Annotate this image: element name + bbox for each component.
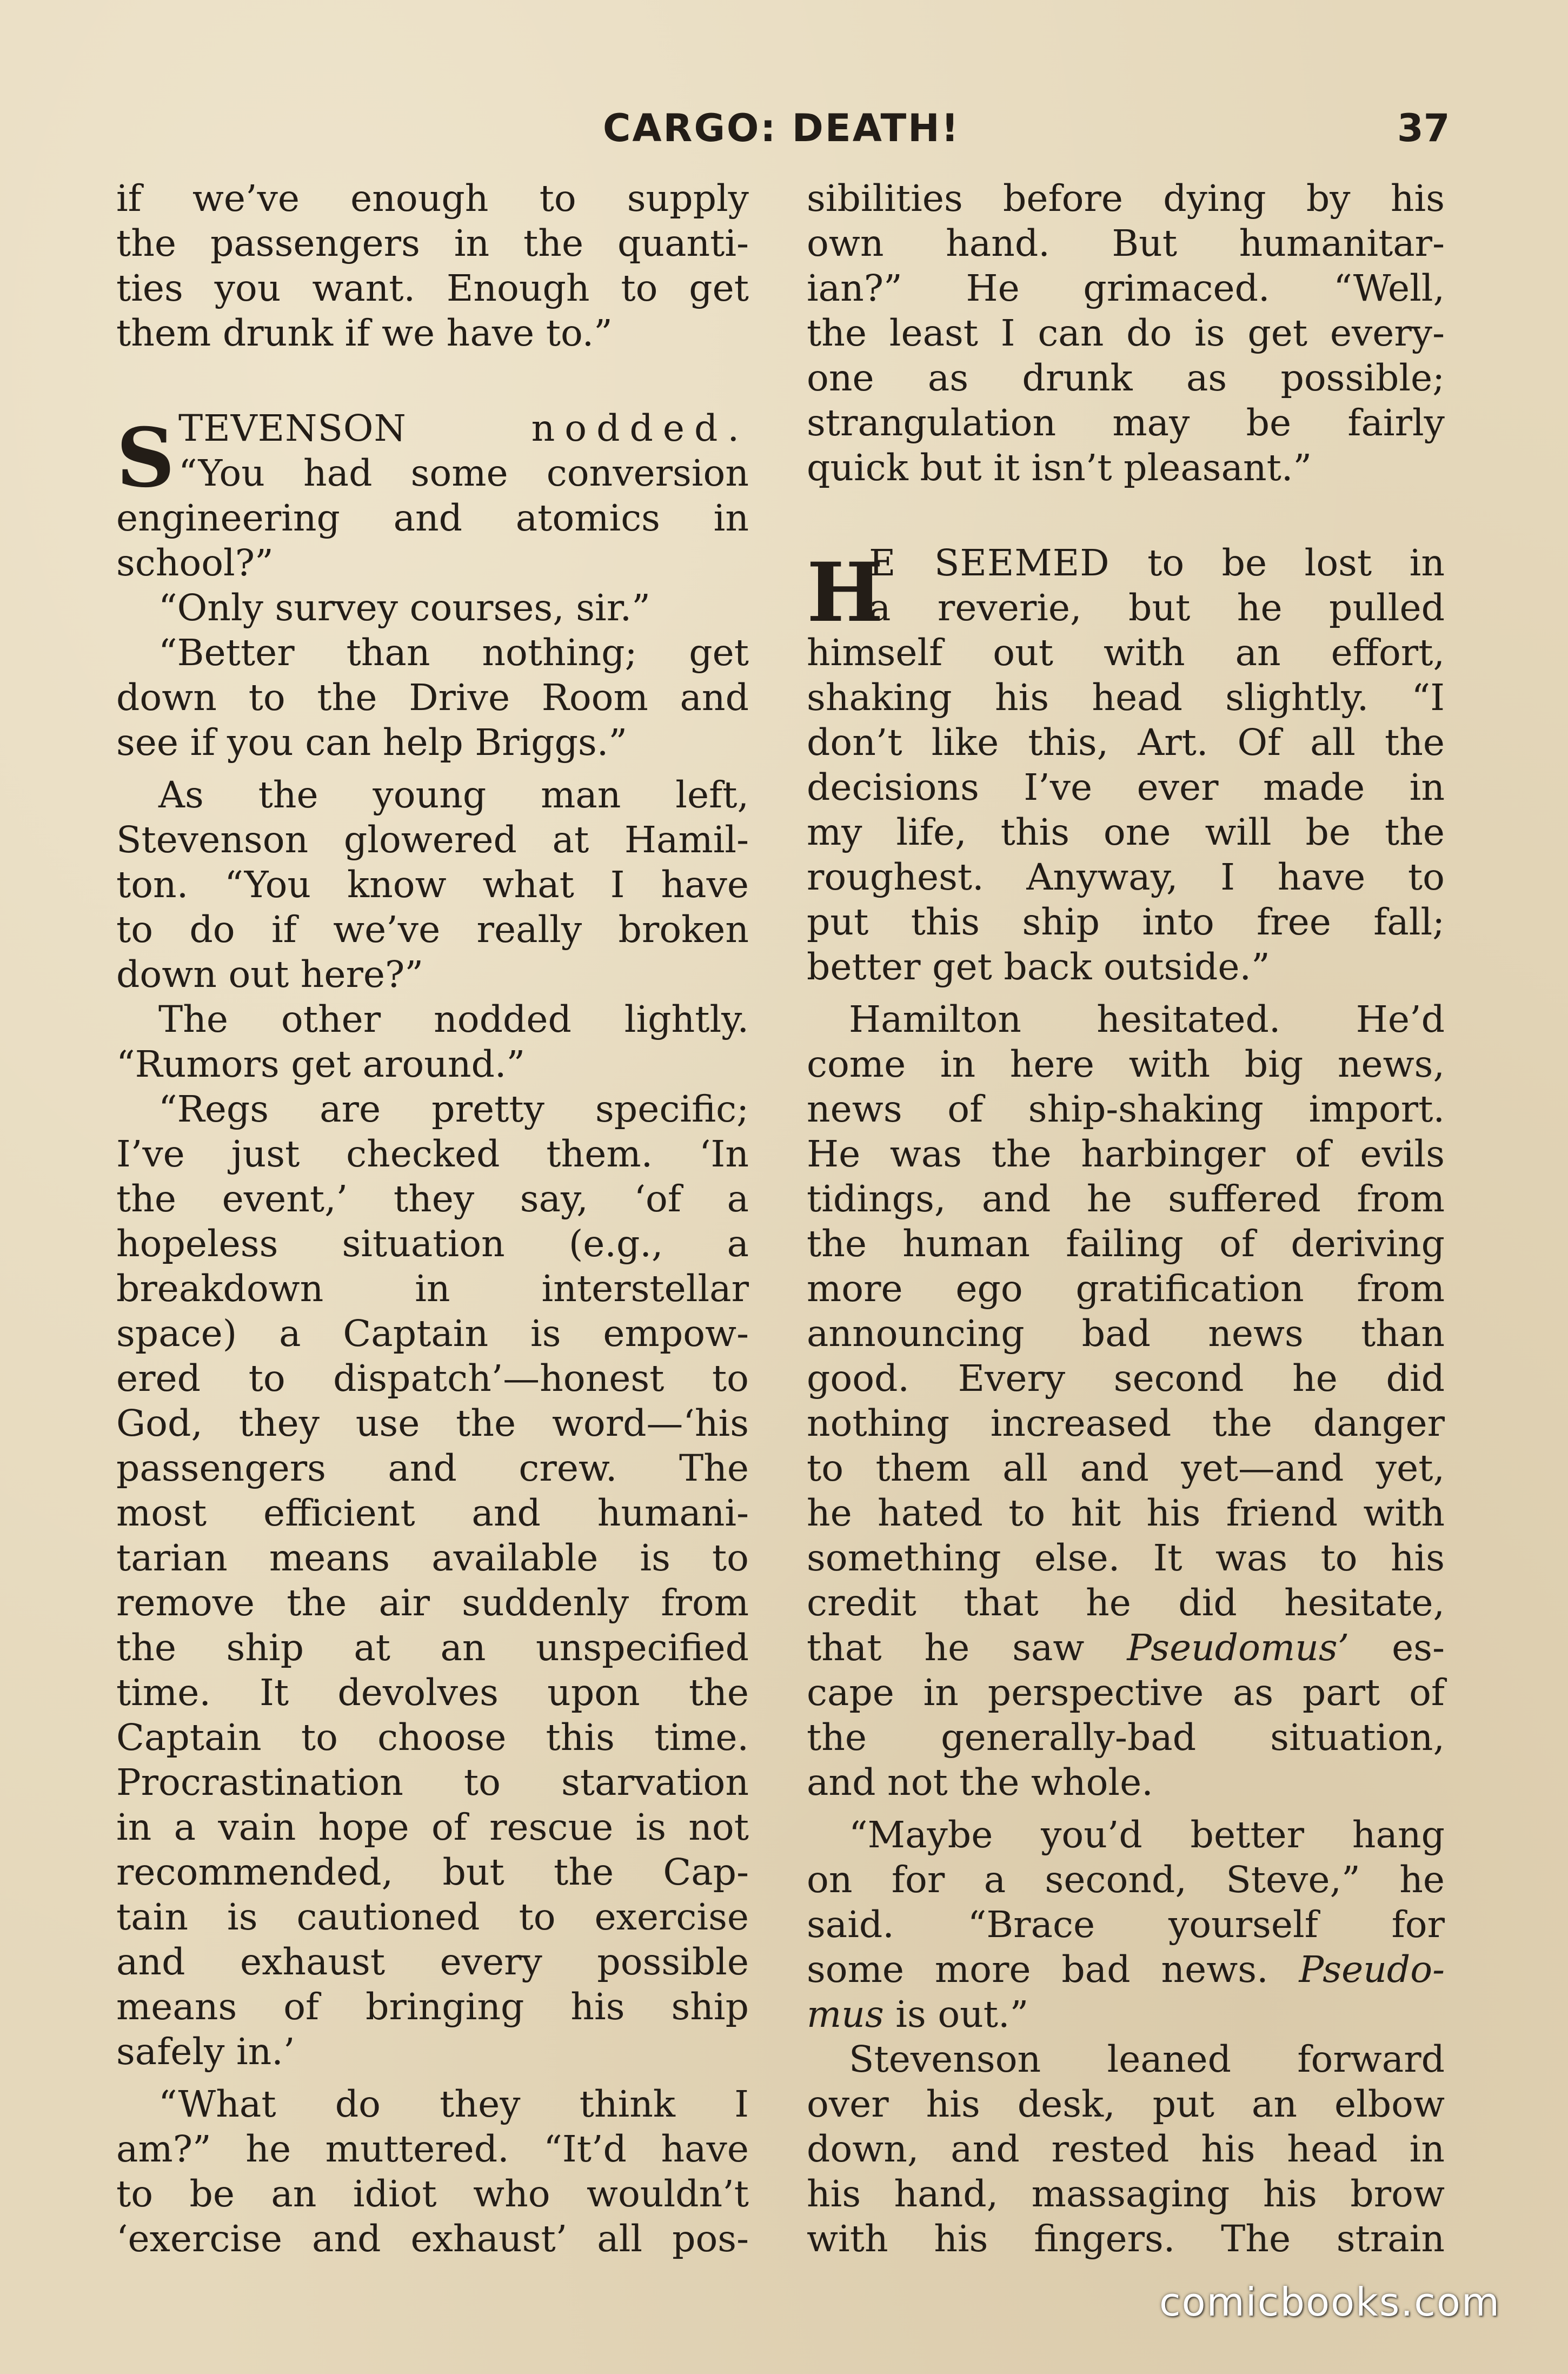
text-line: means of bringing his ship [116, 1985, 749, 2028]
text-line: the event,’ they say, ‘of a [116, 1177, 749, 1220]
lead-in-word: E SEEMED [869, 541, 1110, 584]
section-break [116, 355, 749, 406]
text-line: down out here?” [116, 953, 424, 996]
text-line: The other nodded lightly. [158, 998, 749, 1040]
text-line: mus is out.” [807, 1993, 1029, 2035]
text-line: cape in perspective as part of [807, 1671, 1445, 1714]
paragraph [807, 540, 1445, 989]
section-break [807, 490, 1445, 540]
text-line [116, 406, 749, 450]
text-line: tidings, and he suffered from [807, 1177, 1445, 1220]
text-line: better get back outside.” [807, 945, 1270, 988]
text-line: nothing increased the danger [807, 1402, 1445, 1444]
text-line: some more bad news. Pseudo- [807, 1948, 1445, 1991]
text-line: to do if we’ve really broken [116, 908, 749, 951]
text-line: news of ship-shaking import. [807, 1087, 1445, 1130]
text-line: ton. “You know what I have [116, 863, 749, 906]
text-line: “You had some conversion [178, 452, 749, 494]
paragraph [807, 1812, 1445, 2037]
lead-in-tail: to be lost in [1147, 541, 1445, 584]
text-line: tain is cautioned to exercise [116, 1895, 749, 1938]
text-line: and exhaust every possible [116, 1940, 749, 1983]
paragraph [116, 176, 749, 355]
text-line: more ego gratification from [807, 1267, 1445, 1310]
text-line: space) a Captain is empow- [116, 1312, 749, 1355]
text-line: “Only survey courses, sir.” [158, 586, 650, 629]
paragraph [807, 176, 1445, 490]
paragraph [116, 997, 749, 1086]
text-line: hopeless situation (e.g., a [116, 1222, 749, 1265]
drop-cap: S [116, 410, 175, 506]
text-line: Stevenson leaned forward [849, 2038, 1445, 2080]
text-line: “Maybe you’d better hang [849, 1813, 1445, 1856]
text-line: that he saw Pseudomus’ es- [807, 1626, 1445, 1669]
text-line: roughest. Anyway, I have to [807, 856, 1445, 898]
text-line: “Rumors get around.” [116, 1043, 526, 1085]
text-line: own hand. But humanitar- [807, 222, 1445, 264]
text-line: to them all and yet—and yet, [807, 1447, 1445, 1489]
text-line: He was the harbinger of evils [807, 1132, 1445, 1175]
text-line: put this ship into free fall; [807, 900, 1445, 943]
text-line: God, they use the word—‘his [116, 1402, 749, 1444]
text-line: to be an idiot who wouldn’t [116, 2172, 749, 2215]
text-line: remove the air suddenly from [116, 1581, 749, 1624]
right-text-column [807, 176, 1445, 2261]
text-line: over his desk, put an elbow [807, 2083, 1445, 2125]
text-line: Captain to choose this time. [116, 1716, 749, 1759]
text-line: on for a second, Steve,” he [807, 1858, 1445, 1901]
text-line: himself out with an effort, [807, 631, 1445, 674]
text-line: ian?” He grimaced. “Well, [807, 267, 1445, 309]
text-line: come in here with big news, [807, 1043, 1445, 1085]
text-line: in a vain hope of rescue is not [116, 1806, 749, 1848]
paragraph [807, 997, 1445, 1805]
text-line: am?” he muttered. “It’d have [116, 2127, 749, 2170]
lead-in-word: TEVENSON [178, 407, 407, 449]
text-line: his hand, massaging his brow [807, 2172, 1445, 2215]
paragraph [116, 772, 749, 997]
text-line: safely in.’ [116, 2030, 295, 2073]
text-line: school?” [116, 541, 274, 584]
text-line: “Regs are pretty specific; [158, 1087, 749, 1130]
text-line: down, and rested his head in [807, 2127, 1445, 2170]
text-line: sibilities before dying by his [807, 177, 1445, 220]
text-line: recommended, but the Cap- [116, 1851, 749, 1893]
drop-cap: H [807, 545, 883, 640]
page-number: 37 [1397, 106, 1450, 150]
paragraph-with-drop-cap [116, 406, 749, 585]
text-line: something else. It was to his [807, 1536, 1445, 1579]
text-line: the human failing of deriving [807, 1222, 1445, 1265]
text-line: the least I can do is get every- [807, 311, 1445, 354]
paragraph [116, 2081, 749, 2261]
text-line: most efficient and humani- [116, 1491, 749, 1534]
text-line: them drunk if we have to.” [116, 311, 613, 354]
paragraph [116, 406, 749, 585]
text-line: “Better than nothing; get [158, 631, 749, 674]
text-line: the generally-bad situation, [807, 1716, 1445, 1759]
paragraph [116, 630, 749, 765]
text-line: if we’ve enough to supply [116, 177, 749, 220]
text-line: one as drunk as possible; [807, 356, 1445, 399]
text-line: down to the Drive Room and [116, 676, 749, 719]
text-line: time. It devolves upon the [116, 1671, 749, 1714]
ship-name-italic: mus [807, 1993, 884, 2035]
text-line: credit that he did hesitate, [807, 1581, 1445, 1624]
text-line: quick but it isn’t pleasant.” [807, 446, 1312, 489]
paragraph [116, 585, 749, 630]
text-line: decisions I’ve ever made in [807, 766, 1445, 808]
text-line: see if you can help Briggs.” [116, 721, 627, 764]
text-line: my life, this one will be the [807, 811, 1445, 853]
text-line: ered to dispatch’—honest to [116, 1357, 749, 1400]
text-line: I’ve just checked them. ‘In [116, 1132, 749, 1175]
paragraph-with-drop-cap [807, 540, 1445, 989]
text-line: good. Every second he did [807, 1357, 1445, 1400]
text-line: “What do they think I [158, 2083, 749, 2125]
text-line: ties you want. Enough to get [116, 267, 749, 309]
text-line: said. “Brace yourself for [807, 1903, 1445, 1946]
ship-name-italic: Pseudomus’ [1127, 1626, 1350, 1669]
text-line: engineering and atomics in [116, 496, 749, 539]
text-line: and not the whole. [807, 1761, 1153, 1803]
left-text-column [116, 176, 749, 2261]
text-line: the passengers in the quanti- [116, 222, 749, 264]
running-header-title: CARGO: DEATH! [603, 106, 960, 150]
text-line: with his fingers. The strain [807, 2217, 1445, 2260]
text-line [807, 540, 1445, 585]
text-line: shaking his head slightly. “I [807, 676, 1445, 719]
lead-in-tail: nodded. [531, 407, 749, 449]
text-line: ‘exercise and exhaust’ all pos- [116, 2217, 749, 2260]
text-line: Procrastination to starvation [116, 1761, 749, 1803]
paragraph [807, 2037, 1445, 2261]
watermark: comicbooks.com [1159, 2279, 1501, 2325]
text-line: breakdown in interstellar [116, 1267, 749, 1310]
text-line: announcing bad news than [807, 1312, 1445, 1355]
text-line: don’t like this, Art. Of all the [807, 721, 1445, 764]
ship-name-italic: Pseudo- [1299, 1948, 1445, 1991]
text-line: Stevenson glowered at Hamil- [116, 818, 749, 861]
text-line: the ship at an unspecified [116, 1626, 749, 1669]
text-line: he hated to hit his friend with [807, 1491, 1445, 1534]
paragraph [116, 1086, 749, 2074]
text-line: As the young man left, [158, 773, 749, 816]
text-line: passengers and crew. The [116, 1447, 749, 1489]
text-line: tarian means available is to [116, 1536, 749, 1579]
text-line: Hamilton hesitated. He’d [849, 998, 1445, 1040]
text-line: a reverie, but he pulled [869, 586, 1445, 629]
text-line: strangulation may be fairly [807, 401, 1445, 444]
